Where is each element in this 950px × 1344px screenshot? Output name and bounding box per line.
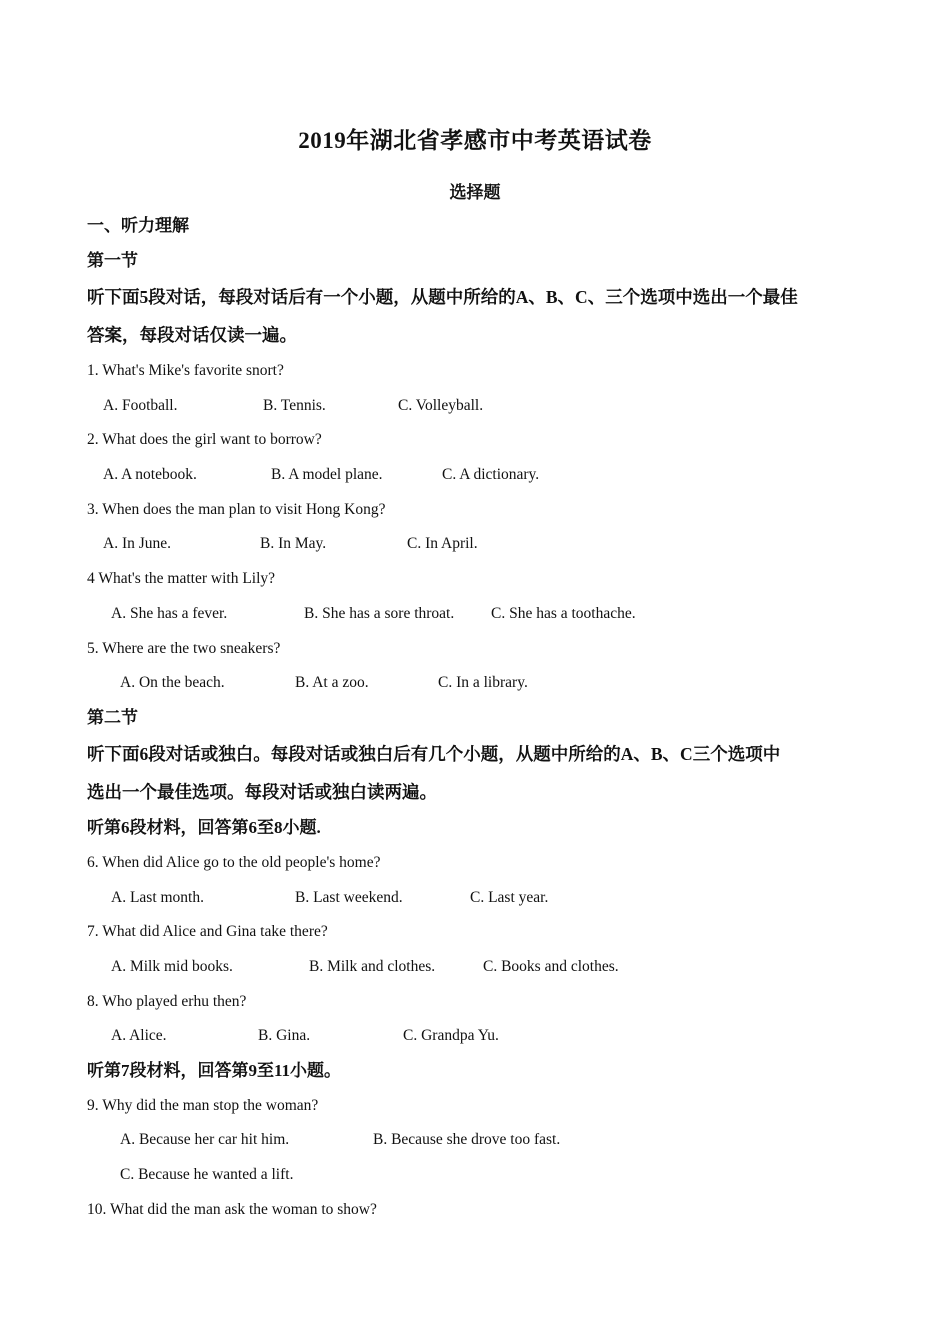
question-options: [87, 1158, 877, 1193]
option-a: A. Because her car hit him.: [120, 1131, 290, 1149]
question-text: 1. What's Mike's favorite snort?: [87, 362, 284, 379]
option-c: C. Last year.: [470, 888, 549, 906]
section-heading: 第一节: [87, 250, 138, 270]
question-options: [87, 881, 877, 916]
option-b: B. A model plane.: [271, 466, 383, 484]
option-b: B. Because she drove too fast.: [373, 1131, 561, 1149]
option-a: A. Football.: [103, 396, 178, 414]
option-a: A. She has a fever.: [111, 604, 228, 622]
question-text: 5. Where are the two sneakers?: [87, 639, 281, 657]
option-b: B. In May.: [260, 535, 327, 553]
option-b: B. Gina.: [258, 1027, 311, 1045]
option-b: B. Milk and clothes.: [309, 958, 436, 976]
question-text: 8. Who played erhu then?: [87, 992, 247, 1010]
part-heading: 一、听力理解: [87, 216, 189, 235]
group-heading: 听第6段材料，回答第6至8小题.: [87, 818, 321, 838]
option-a: A. On the beach.: [120, 674, 225, 692]
option-b: B. She has a sore throat.: [304, 604, 455, 622]
question-options: [87, 1019, 877, 1054]
option-c: C. A dictionary.: [442, 466, 540, 484]
option-a: A. In June.: [103, 535, 172, 553]
section-heading: 第二节: [87, 707, 138, 727]
option-c: C. Grandpa Yu.: [403, 1027, 499, 1045]
question-options: [87, 527, 877, 562]
option-a: A. Milk mid books.: [111, 958, 233, 976]
option-c: C. In a library.: [438, 674, 528, 692]
question-options: [87, 597, 877, 632]
question-text: 2. What does the girl want to borrow?: [87, 431, 322, 449]
option-c: C. Because he wanted a lift.: [120, 1166, 294, 1184]
option-b: B. At a zoo.: [295, 674, 369, 692]
question-text: 9. Why did the man stop the woman?: [87, 1096, 319, 1114]
section-instruction: 听下面6段对话或独白。每段对话或独白后有几个小题，从题中所给的A、B、C三个选项中: [87, 744, 781, 765]
option-c: C. Books and clothes.: [483, 958, 619, 976]
exam-title: 2019年湖北省孝感市中考英语试卷: [298, 128, 652, 153]
exam-subtitle: 选择题: [449, 183, 501, 202]
question-options: [87, 950, 877, 985]
option-b: B. Last weekend.: [295, 888, 403, 906]
question-text: 4 What's the matter with Lily?: [87, 570, 276, 588]
option-a: A. Last month.: [111, 888, 204, 906]
section-instruction: 答案，每段对话仅读一遍。: [87, 325, 297, 345]
group-heading: 听第7段材料，回答第9至11小题。: [87, 1061, 342, 1081]
option-c: C. She has a toothache.: [491, 604, 636, 622]
question-options: [87, 1123, 877, 1158]
question-options: [87, 389, 877, 424]
option-a: A. A notebook.: [103, 466, 197, 484]
question-text: 3. When does the man plan to visit Hong Kong?: [87, 500, 386, 518]
question-options: [87, 458, 877, 493]
section-instruction: 选出一个最佳选项。每段对话或独白读两遍。: [87, 782, 437, 803]
exam-content: [87, 209, 877, 1227]
option-c: C. In April.: [407, 535, 478, 553]
question-text: 7. What did Alice and Gina take there?: [87, 923, 328, 941]
question-text: 6. When did Alice go to the old people's home?: [87, 853, 381, 871]
question-options: [87, 666, 877, 701]
option-a: A. Alice.: [111, 1027, 167, 1045]
question-text: 10. What did the man ask the woman to show?: [87, 1200, 377, 1218]
option-c: C. Volleyball.: [398, 396, 484, 414]
section-instruction: 听下面5段对话，每段对话后有一个小题，从题中所给的A、B、C、三个选项中选出一个最佳: [87, 287, 798, 307]
option-b: B. Tennis.: [263, 396, 326, 414]
